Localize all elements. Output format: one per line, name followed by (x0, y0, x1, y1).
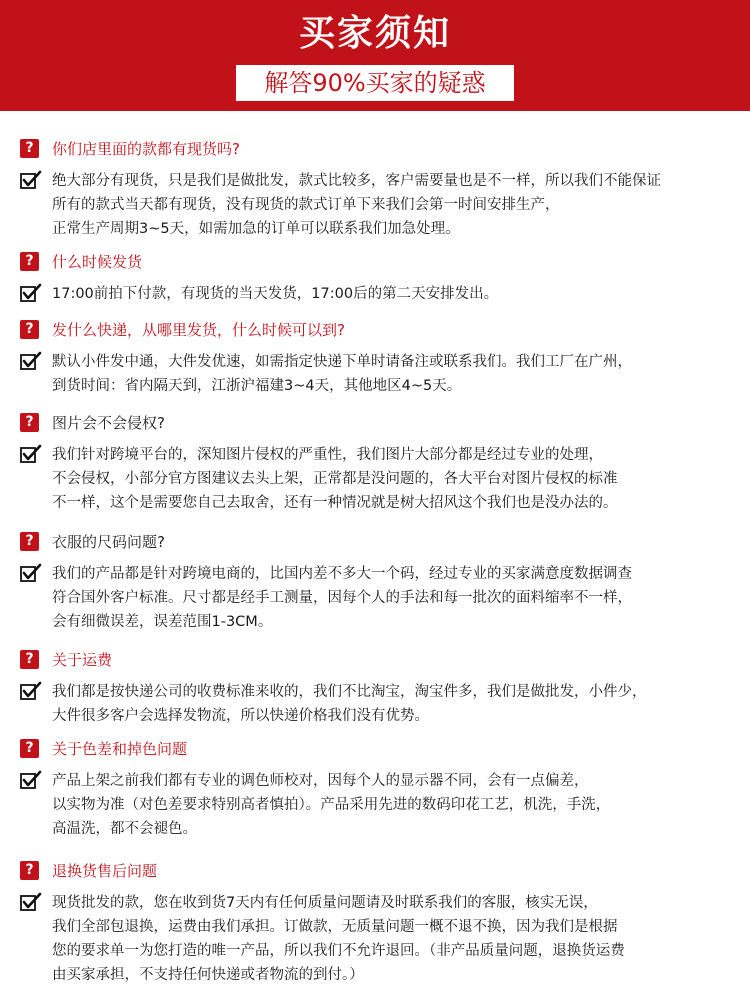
question-mark-icon: ? (20, 320, 39, 339)
page-subtitle: 解答90%买家的疑惑 (236, 65, 514, 101)
faq-answer-line: 产品上架之前我们都有专业的调色师校对，因每个人的显示器不同，会有一点偏差， (52, 773, 589, 789)
faq-question-text: 关于色差和掉色问题 (52, 740, 188, 758)
faq-answer-line: 会有细微误差，误差范围1-3CM。 (52, 614, 273, 630)
question-mark-icon: ? (20, 139, 39, 158)
faq-answer-line: 到货时间：省内隔天到，江浙沪福建3~4天，其他地区4~5天。 (52, 378, 462, 394)
check-icon (20, 892, 42, 912)
faq-answer (52, 443, 742, 515)
faq-answer-line: 不一样，这个是需要您自己去取舍，还有一种情况就是树大招风这个我们也是没办法的。 (52, 495, 618, 511)
question-mark-icon: ? (20, 532, 39, 551)
faq-answer-line: 默认小件发中通，大件发优速，如需指定快递下单时请备注或联系我们。我们工厂在广州， (52, 354, 632, 370)
question-mark-icon: ? (20, 861, 39, 880)
faq-answer (52, 282, 742, 306)
question-mark-icon: ? (20, 650, 39, 669)
check-icon (20, 351, 42, 371)
page-title: 买家须知 (298, 13, 451, 54)
faq-answer (52, 769, 742, 841)
faq-answer (52, 169, 742, 241)
faq-answer (52, 562, 742, 634)
faq-question-text: 什么时候发货 (52, 253, 143, 271)
faq-question-text: 你们店里面的款都有现货吗? (52, 140, 240, 158)
faq-answer-line: 我们针对跨境平台的，深知图片侵权的严重性，我们图片大部分都是经过专业的处理， (52, 447, 603, 463)
faq-answer-line: 您的要求单一为您打造的唯一产品，所以我们不允许退回。（非产品质量问题，退换货运费 (52, 943, 625, 959)
faq-question-text: 图片会不会侵权? (52, 414, 165, 432)
faq-answer-line: 我们的产品都是针对跨境电商的，比国内差不多大一个码，经过专业的买家满意度数据调查 (52, 566, 632, 582)
faq-answer-line: 绝大部分有现货，只是我们是做批发，款式比较多，客户需要量也是不一样，所以我们不能保证 (52, 173, 661, 189)
faq-answer-line: 我们都是按快递公司的收费标准来收的，我们不比淘宝，淘宝件多，我们是做批发，小件少， (52, 684, 647, 700)
faq-answer-line: 高温洗，都不会褪色。 (52, 821, 197, 837)
check-icon (20, 563, 42, 583)
question-mark-icon: ? (20, 252, 39, 271)
check-icon (20, 681, 42, 701)
check-icon (20, 444, 42, 464)
question-mark-icon: ? (20, 739, 39, 758)
faq-question-text: 关于运费 (52, 651, 113, 669)
faq-answer (52, 680, 742, 728)
faq-answer-line: 17:00前拍下付款，有现货的当天发货，17:00后的第二天安排发出。 (52, 286, 499, 302)
faq-answer-line: 以实物为准（对色差要求特别高者慎拍）。产品采用先进的数码印花工艺，机洗，手洗， (52, 797, 611, 813)
faq-question-text: 衣服的尺码问题? (52, 533, 165, 551)
faq-answer-line: 现货批发的款，您在收到货7天内有任何质量问题请及时联系我们的客服，核实无误， (52, 895, 598, 911)
faq-answer-line: 所有的款式当天都有现货，没有现货的款式订单下来我们会第一时间安排生产， (52, 197, 560, 213)
question-mark-icon: ? (20, 413, 39, 432)
check-icon (20, 770, 42, 790)
faq-answer-line: 我们全部包退换，运费由我们承担。订做款，无质量问题一概不退不换，因为我们是根据 (52, 919, 618, 935)
faq-answer-line: 由买家承担，不支持任何快递或者物流的到付。） (52, 967, 364, 983)
check-icon (20, 283, 42, 303)
faq-answer-line: 符合国外客户标准。尺寸都是经手工测量，因每个人的手法和每一批次的面料缩率不一样， (52, 590, 632, 606)
faq-question-text: 退换货售后问题 (52, 862, 158, 880)
header-banner (0, 0, 750, 111)
faq-answer-line: 正常生产周期3~5天，如需加急的订单可以联系我们加急处理。 (52, 221, 460, 237)
faq-answer-line: 不会侵权，小部分官方图建议去头上架，正常都是没问题的，各大平台对图片侵权的标准 (52, 471, 618, 487)
faq-answer (52, 891, 742, 987)
check-icon (20, 170, 42, 190)
faq-question-text: 发什么快递，从哪里发货，什么时候可以到? (52, 321, 345, 339)
faq-answer (52, 350, 742, 398)
faq-answer-line: 大件很多客户会选择发物流，所以快递价格我们没有优势。 (52, 708, 429, 724)
